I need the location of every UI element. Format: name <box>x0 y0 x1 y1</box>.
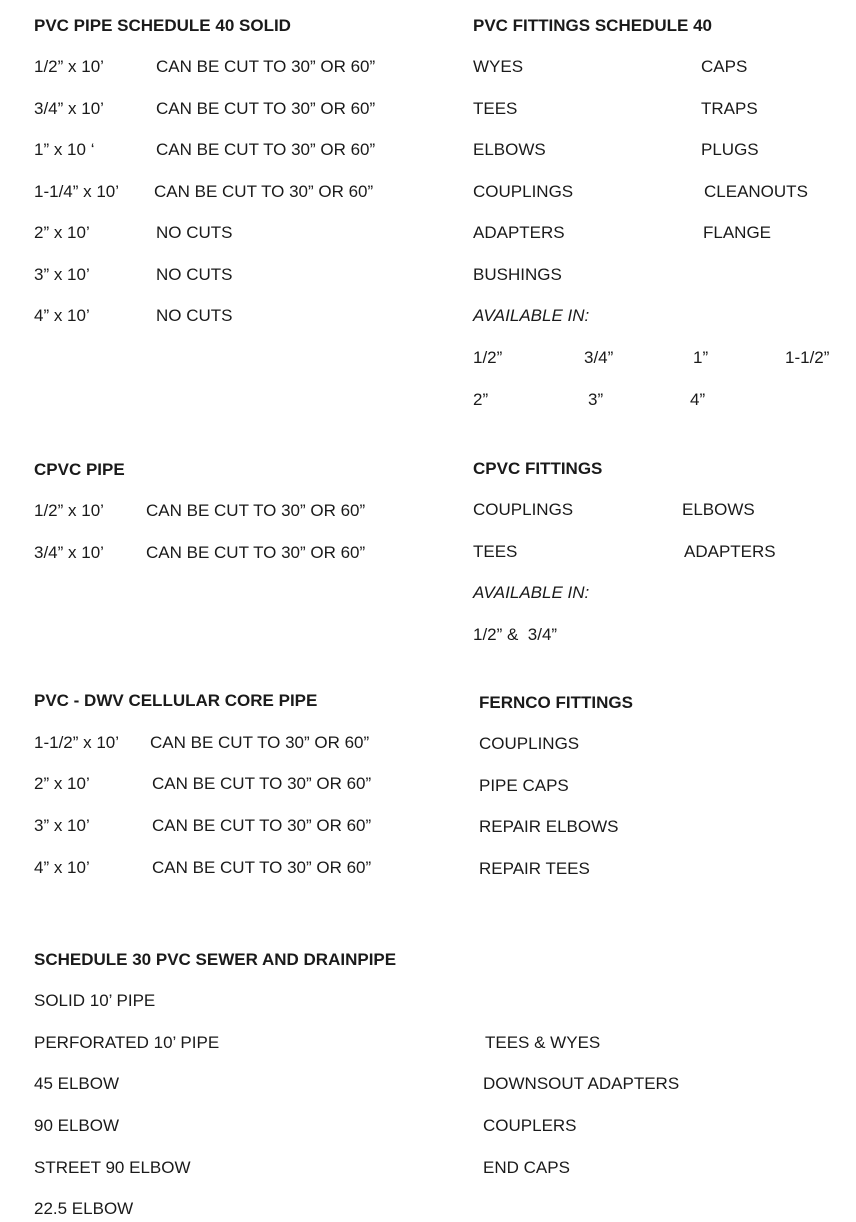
pipe-note: NO CUTS <box>156 306 233 325</box>
section-title: PVC FITTINGS SCHEDULE 40 <box>473 16 712 35</box>
pipe-note: CAN BE CUT TO 30” OR 60” <box>152 858 372 877</box>
section-title: SCHEDULE 30 PVC SEWER AND DRAINPIPE <box>34 950 397 969</box>
pipe-size: 3/4” x 10’ <box>34 99 104 118</box>
pipe-size: 2” x 10’ <box>34 774 90 793</box>
pipe-item: 45 ELBOW <box>34 1074 120 1093</box>
fitting-item: BUSHINGS <box>473 265 562 284</box>
fitting-item: TEES & WYES <box>485 1033 601 1052</box>
pipe-note: CAN BE CUT TO 30” OR 60” <box>150 733 370 752</box>
pipe-size: 1/2” x 10’ <box>34 57 104 76</box>
fitting-item: REPAIR TEES <box>479 859 590 878</box>
section-title: CPVC FITTINGS <box>473 459 603 478</box>
available-label: AVAILABLE IN: <box>473 583 590 602</box>
pipe-item: STREET 90 ELBOW <box>34 1158 191 1177</box>
pipe-size: 1-1/4” x 10’ <box>34 182 120 201</box>
pipe-item: 90 ELBOW <box>34 1116 120 1135</box>
size-option: 3/4” <box>584 348 614 367</box>
fitting-item: COUPLINGS <box>479 734 580 753</box>
pipe-note: NO CUTS <box>156 223 233 242</box>
pipe-size: 1/2” x 10’ <box>34 501 104 520</box>
fitting-item: CLEANOUTS <box>704 182 808 201</box>
pipe-note: CAN BE CUT TO 30” OR 60” <box>152 816 372 835</box>
fitting-item: PIPE CAPS <box>479 776 569 795</box>
section-title: FERNCO FITTINGS <box>479 693 633 712</box>
pipe-note: CAN BE CUT TO 30” OR 60” <box>156 57 376 76</box>
pipe-note: CAN BE CUT TO 30” OR 60” <box>146 543 366 562</box>
section-title: PVC PIPE SCHEDULE 40 SOLID <box>34 16 291 35</box>
fitting-item: TRAPS <box>701 99 758 118</box>
fitting-item: WYES <box>473 57 524 76</box>
pipe-note: CAN BE CUT TO 30” OR 60” <box>154 182 374 201</box>
fitting-item: TEES <box>473 99 518 118</box>
pipe-size: 1-1/2” x 10’ <box>34 733 120 752</box>
pipe-note: CAN BE CUT TO 30” OR 60” <box>156 99 376 118</box>
fitting-item: FLANGE <box>703 223 772 242</box>
section-title: CPVC PIPE <box>34 460 125 479</box>
available-label: AVAILABLE IN: <box>473 306 590 325</box>
pipe-item: 22.5 ELBOW <box>34 1199 134 1218</box>
pipe-size: 1” x 10 ‘ <box>34 140 95 159</box>
size-option: 4” <box>690 390 706 409</box>
size-option: 3” <box>588 390 604 409</box>
pipe-size: 3” x 10’ <box>34 265 90 284</box>
fitting-item: ELBOWS <box>682 500 755 519</box>
fitting-item: PLUGS <box>701 140 759 159</box>
pipe-item: PERFORATED 10’ PIPE <box>34 1033 220 1052</box>
size-option: 1/2” <box>473 348 503 367</box>
pipe-note: CAN BE CUT TO 30” OR 60” <box>156 140 376 159</box>
fitting-item: ADAPTERS <box>473 223 565 242</box>
fitting-item: END CAPS <box>483 1158 570 1177</box>
fitting-item: DOWNSOUT ADAPTERS <box>483 1074 680 1093</box>
pipe-size: 3/4” x 10’ <box>34 543 104 562</box>
fitting-item: COUPLINGS <box>473 500 574 519</box>
size-option: 1-1/2” <box>785 348 830 367</box>
fitting-item: TEES <box>473 542 518 561</box>
pipe-note: NO CUTS <box>156 265 233 284</box>
pipe-note: CAN BE CUT TO 30” OR 60” <box>146 501 366 520</box>
fitting-item: ADAPTERS <box>684 542 776 561</box>
fitting-item: CAPS <box>701 57 748 76</box>
pipe-item: SOLID 10’ PIPE <box>34 991 156 1010</box>
pipe-size: 3” x 10’ <box>34 816 90 835</box>
size-option: 2” <box>473 390 489 409</box>
pipe-size: 2” x 10’ <box>34 223 90 242</box>
fitting-item: COUPLINGS <box>473 182 574 201</box>
section-title: PVC - DWV CELLULAR CORE PIPE <box>34 691 318 710</box>
size-option: 1” <box>693 348 709 367</box>
fitting-item: REPAIR ELBOWS <box>479 817 619 836</box>
pipe-note: CAN BE CUT TO 30” OR 60” <box>152 774 372 793</box>
size-option: 1/2” & 3/4” <box>473 625 558 644</box>
pipe-size: 4” x 10’ <box>34 306 90 325</box>
fitting-item: COUPLERS <box>483 1116 577 1135</box>
fitting-item: ELBOWS <box>473 140 546 159</box>
pipe-size: 4” x 10’ <box>34 858 90 877</box>
